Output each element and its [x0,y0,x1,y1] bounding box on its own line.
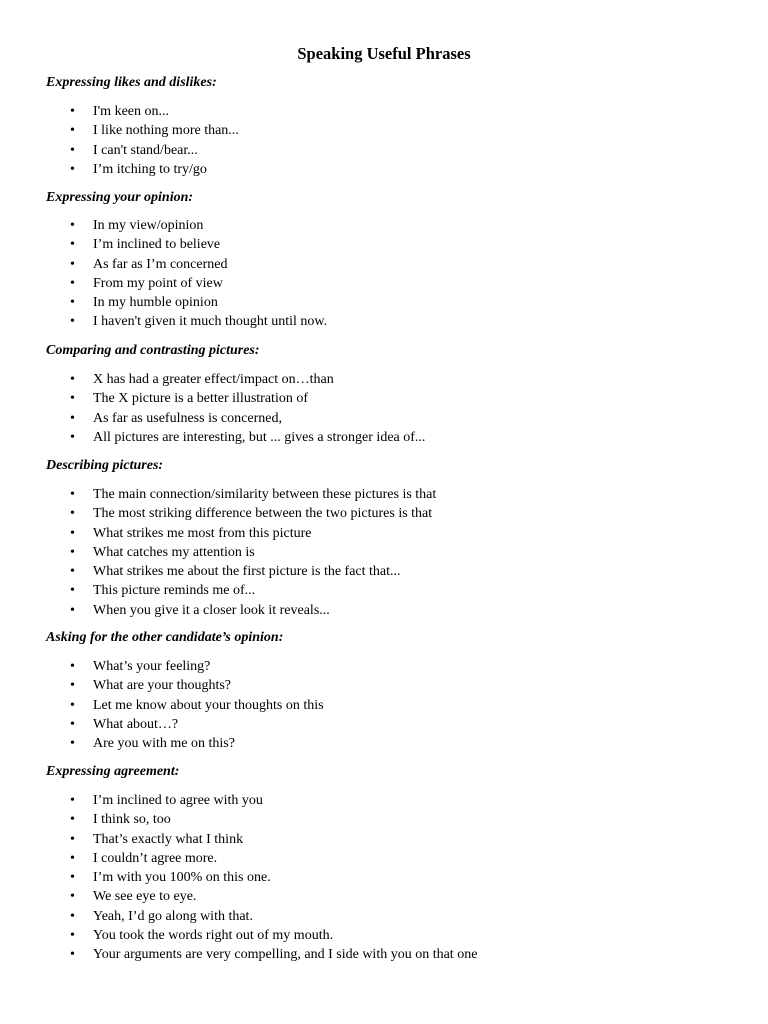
list-item: • Yeah, I’d go along with that. [0,907,768,926]
list-item: • That’s exactly what I think [0,830,768,849]
list-item: • I couldn’t agree more. [0,849,768,868]
bullet-icon: • [70,889,75,905]
section-heading-agreement: Expressing agreement: [46,764,180,779]
list-item: • What about…? [0,715,768,734]
bullet-icon: • [70,525,75,541]
list-item: • As far as I’m concerned [0,255,768,274]
list-item: • From my point of view [0,274,768,293]
list-item: • What strikes me most from this picture [0,524,768,543]
bullet-icon: • [70,793,75,808]
bullet-icon: • [70,850,75,866]
bullet-icon: • [70,487,75,502]
bullet-icon: • [70,583,75,599]
section-heading-likes-dislikes: Expressing likes and dislikes: [46,75,217,90]
section-heading-comparing: Comparing and contrasting pictures: [46,343,260,358]
bullet-icon: • [70,410,75,426]
list-agreement [0,791,768,965]
list-item: • The most striking difference between the two pictures is that [0,504,768,523]
list-item: • In my humble opinion [0,293,768,312]
bullet-icon: • [70,391,75,407]
bullet-icon: • [70,908,75,924]
list-item: • This picture reminds me of... [0,581,768,600]
bullet-icon: • [70,602,75,618]
bullet-icon: • [70,831,75,847]
bullet-icon: • [70,659,75,674]
list-item: • Let me know about your thoughts on this [0,696,768,715]
list-item: • I’m inclined to believe [0,235,768,254]
bullet-icon: • [70,314,75,330]
list-item: • I haven't given it much thought until now. [0,312,768,331]
list-item: • I can't stand/bear... [0,141,768,160]
list-opinion [0,216,768,332]
list-item: • Your arguments are very compelling, and I side with you on that one [0,945,768,964]
bullet-icon: • [70,564,75,580]
list-item: • All pictures are interesting, but ... gives a stronger idea of... [0,428,768,447]
list-item: • As far as usefulness is concerned, [0,409,768,428]
section-heading-describing: Describing pictures: [46,458,164,473]
bullet-icon: • [70,429,75,445]
bullet-icon: • [70,104,75,119]
bullet-icon: • [70,506,75,522]
bullet-icon: • [70,161,75,177]
bullet-icon: • [70,870,75,886]
section-heading-asking-opinion: Asking for the other candidate’s opinion: [46,630,284,645]
list-item: • Are you with me on this? [0,734,768,753]
list-item: • X has had a greater effect/impact on…than [0,370,768,389]
list-item: • I’m itching to try/go [0,160,768,179]
page-title: Speaking Useful Phrases [297,44,471,63]
bullet-icon: • [70,237,75,253]
list-item: • The main connection/similarity between these pictures is that [0,485,768,504]
bullet-icon: • [70,372,75,387]
list-item: • The X picture is a better illustration of [0,389,768,408]
bullet-icon: • [70,142,75,158]
list-item: • You took the words right out of my mouth. [0,926,768,945]
list-item: • I'm keen on... [0,102,768,121]
bullet-icon: • [70,218,75,233]
bullet-icon: • [70,544,75,560]
bullet-icon: • [70,947,75,963]
list-comparing [0,370,768,447]
list-likes-dislikes [0,102,768,179]
list-asking-opinion [0,657,768,753]
list-item: • I’m with you 100% on this one. [0,868,768,887]
bullet-icon: • [70,697,75,713]
list-item: • I think so, too [0,810,768,829]
bullet-icon: • [70,736,75,752]
bullet-icon: • [70,928,75,944]
list-describing [0,485,768,620]
list-item: • What’s your feeling? [0,657,768,676]
list-item: • We see eye to eye. [0,887,768,906]
list-item: • What are your thoughts? [0,676,768,695]
bullet-icon: • [70,295,75,311]
list-item: • I like nothing more than... [0,121,768,140]
bullet-icon: • [70,123,75,139]
list-item: • What strikes me about the first picture is the fact that... [0,562,768,581]
section-heading-opinion: Expressing your opinion: [46,190,194,205]
list-item: • I’m inclined to agree with you [0,791,768,810]
list-item: • What catches my attention is [0,543,768,562]
bullet-icon: • [70,678,75,694]
bullet-icon: • [70,716,75,732]
list-item: • When you give it a closer look it reveals... [0,601,768,620]
bullet-icon: • [70,812,75,828]
bullet-icon: • [70,256,75,272]
list-item: • In my view/opinion [0,216,768,235]
bullet-icon: • [70,275,75,291]
